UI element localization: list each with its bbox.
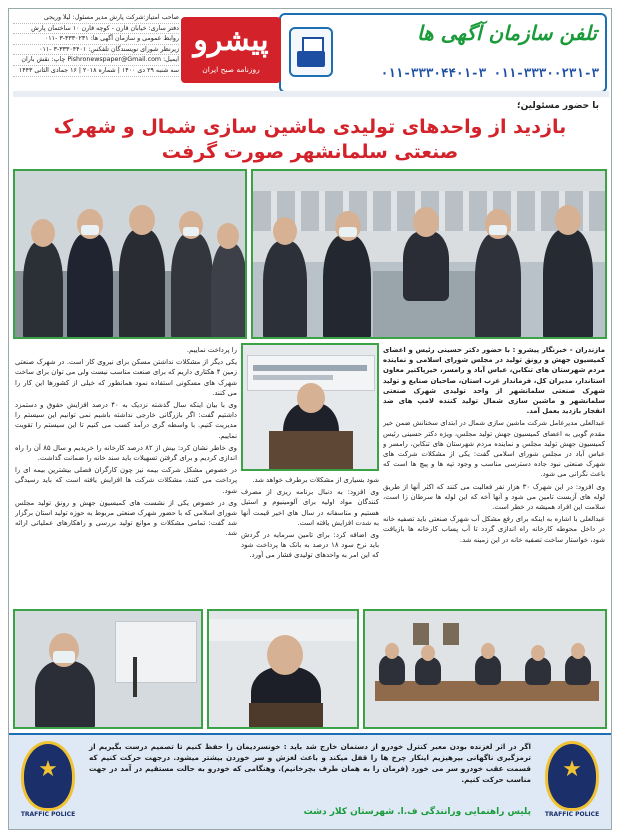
banner-text: اگر در اثر لغزنده بودن معبر کنترل خودرو از دستمان خارج شد باید : خونسردیمان را حفظ کنیم تا تصمیم درست بگیریم از ترمزگیری ناگهانی بپرهیزیم اینکار چرخ ها را قفل میکند و باعث لغزش و سر خوردن بیشتر میشود. درجهت حرکت کنیم که قسمت عقب خودرو سر می خورد (فرمان را به همان طرف بچرخانیم). وهنگامی که خودرو به حالت مستقیم در آمد در جهت مناسب حرکت کنیم. (89, 742, 531, 784)
photo-speaker-closeup (207, 609, 359, 729)
logo-word: پیشرو (193, 23, 269, 58)
ad-phone-box (279, 13, 607, 93)
article-column-left (15, 345, 237, 603)
photo-officials-group (13, 169, 247, 339)
photo-factory-inspection (251, 169, 607, 339)
paragraph: مازندران - خبرنگار پیشرو : با حضور دکتر حسینی رئیس و اعضای کمیسیون جهش و رونق تولید در مجلس شورای اسلامی و نماینده مردم شهرستان های تنکابن، عباس آباد و رامسر، خیرپاکنیر معاون استاندار، مدیران کل، فرماندار غرب استان، صاحبان صنایع و تولید شهرک صنعتی سلمانشهر از واحد تولیدی شهرک صنعتی سلمانشهر و ماشین سازی شمال تولید کننده لامپ های ضد انفجار بازدید بعمل آمد. (383, 346, 605, 416)
paragraph: عبدالعلی با اشاره به اینکه برای رفع مشکل آب شهرک صنعتی باید تصفیه خانه در داخل محوطه کارخانه راه اندازی گردد تا آب پساب کارخانه ها بازیافت شود، خواستار ساخت تصفیه خانه در این زمینه شد. (383, 515, 605, 544)
paragraph: شود بسیاری از مشکلات برطرف خواهد شد. (252, 476, 379, 484)
photo-speaker-podium (241, 343, 379, 471)
info-row: سه شنبه ۲۹ دی ۱۴۰۰ | شماره ۲۰۱۸ | ۱۶ جمادی الثانی ۱۴۴۳ (13, 66, 179, 77)
paragraph: وی اضافه کرد: برای تامین سرمایه در گردش باید نرخ سود ۱۸ درصد به بانک ها پرداخت شود که این امر به واحدهای تولیدی فشار می آورد. (241, 531, 379, 560)
traffic-police-badge-icon: ★ TRAFFIC POLICE (15, 741, 81, 825)
newspaper-page (8, 8, 612, 830)
info-row: صاحب امتیاز:شرکت پارش مدیر مسئول: لیلا وریجی (13, 13, 179, 24)
badge-text: TRAFFIC POLICE (20, 811, 76, 818)
paragraph: وی با بیان اینکه سال گذشته نزدیک به ۴۰ درصد افزایش حقوق و دستمزد داشتیم گفت: اگر بازرگانی خارجی نداشته باشیم نمی توانیم این سیستم را مدیریت کنیم. با واسطه گری درآمد کسب می کنیم تا این سیستم را تقویت نماییم. (15, 401, 237, 440)
paragraph: وی افزود: در این شهرک ۳۰ هزار نفر فعالیت می کنند که اکثر آنها از طریق لوله های آزبست تامین می شود و آنها آخه که این لوله ها سرطان زا است، سلامت این افراد همیشه در خطر است. (383, 482, 605, 512)
photo-meeting-room (363, 609, 607, 729)
paragraph: وی خاطر نشان کرد: بیش از ۸۲ درصد کارخانه را خریدیم و سال ۸۵ آن را راه اندازی کردیم و برای گرفتن تسهیلات باید سند خانه را ضمانت گذاشت. (15, 443, 237, 463)
article-kicker: با حضور مسئولین؛ (516, 101, 599, 111)
ad-phones: ۰۱۱-۳۳۳۰۰۲۳۱-۳ ۰۱۱-۳۳۳۰۴۴۰۱-۳ (380, 65, 599, 80)
info-row: ایمیل: Pishronewspaper@Gmail.com چاپ: نقش باران (13, 55, 179, 66)
fax-icon (289, 27, 333, 77)
article-column-middle (241, 475, 379, 603)
paragraph: عبدالعلی مدیرعامل شرکت ماشین سازی شمال در ابتدای سخنانش ضمن خیر مقدم گویی به اعضای کمیسیون جهش تولید مجلس، ویژه دکتر حسینی رئیس کمیسیون جهش تولید مجلس و نماینده مردم شهرستان های تنکابن، رامسر و عباس آباد در مجلس شورای اسلامی گفت: یکی از مشکلات شرکت های شهرک صنعتی نبود جاده دسترسی مناسب و وجود تپه ها و پیچ ها است که باعث نگرانی می شود. (383, 419, 605, 479)
paragraph: وی افزود: به دنبال برنامه ریزی از مصرف کنندگان مواد اولیه برای آلومینیوم و استیل هستیم و متاسفانه در سال های اخیر قیمت آنها به شدت افزایش یافته است. (241, 488, 379, 527)
info-row: زیرنظر شورای نویسندگان تلفکس: ۳۳۳۰۴۴۰۱-۳ -۰۱۱ (13, 45, 179, 56)
info-row: دفتر ساری: خیابان قارن - کوچه قارن ۱۰ ساختمان پارش (13, 24, 179, 35)
banner-signature: پلیس راهنمایی ورانندگی ف.ا. شهرستان کلار دشت (303, 807, 531, 817)
photo-official-microphone (13, 609, 203, 729)
paragraph: را پرداخت نماییم. (186, 346, 237, 354)
badge-text: TRAFFIC POLICE (544, 811, 600, 818)
ad-title: تلفن سازمان آگهی ها (416, 21, 597, 45)
paragraph: یکی دیگر از مشکلات نداشتن مسکن برای نیروی کار است. در شهرک صنعتی زمین ۴ هکتاری داریم که برای صنعت مناسب نیست ولی می توان برای ساخت شهرک های مسکونی استفاده نمود همانطور که خیلی از کشورها این کار را می کنند. (15, 358, 237, 397)
article-headline: بازدید از واحدهای تولیدی ماشین سازی شمال و شهرک صنعتی سلمانشهر صورت گرفت (53, 116, 567, 163)
paragraph: در خصوص مشکل شرکت بیمه نیز چون کارگران فصلی بیشترین بیمه ای را پرداخت می کنند، مشکلات شرکت ها افزایش یافته است که باید رسیدگی شود. (15, 466, 237, 495)
masthead (9, 9, 611, 99)
logo-subtitle: روزنامه صبح ایران (202, 65, 260, 74)
traffic-police-badge-icon: ★ TRAFFIC POLICE (539, 741, 605, 825)
info-row: روابط عمومی و سازمان آگهی ها: ۳۳۳۰۲۳۱-۳ -۰۱۱ (13, 34, 179, 45)
header-divider (13, 91, 609, 97)
article-column-right (383, 345, 605, 603)
publisher-info (13, 13, 179, 93)
newspaper-logo (181, 17, 281, 83)
traffic-police-banner (9, 733, 611, 830)
paragraph: وی در خصوص یکی از نشست های کمیسیون جهش و رونق تولید مجلس شورای اسلامی که با حضور شهرک صنعتی مربوط به حوزه تولید استان برگزار شد گفت: تمامی مشکلات و موانع تولید بررسی و راهکارهای عملیاتی ارائه شد. (15, 498, 237, 538)
